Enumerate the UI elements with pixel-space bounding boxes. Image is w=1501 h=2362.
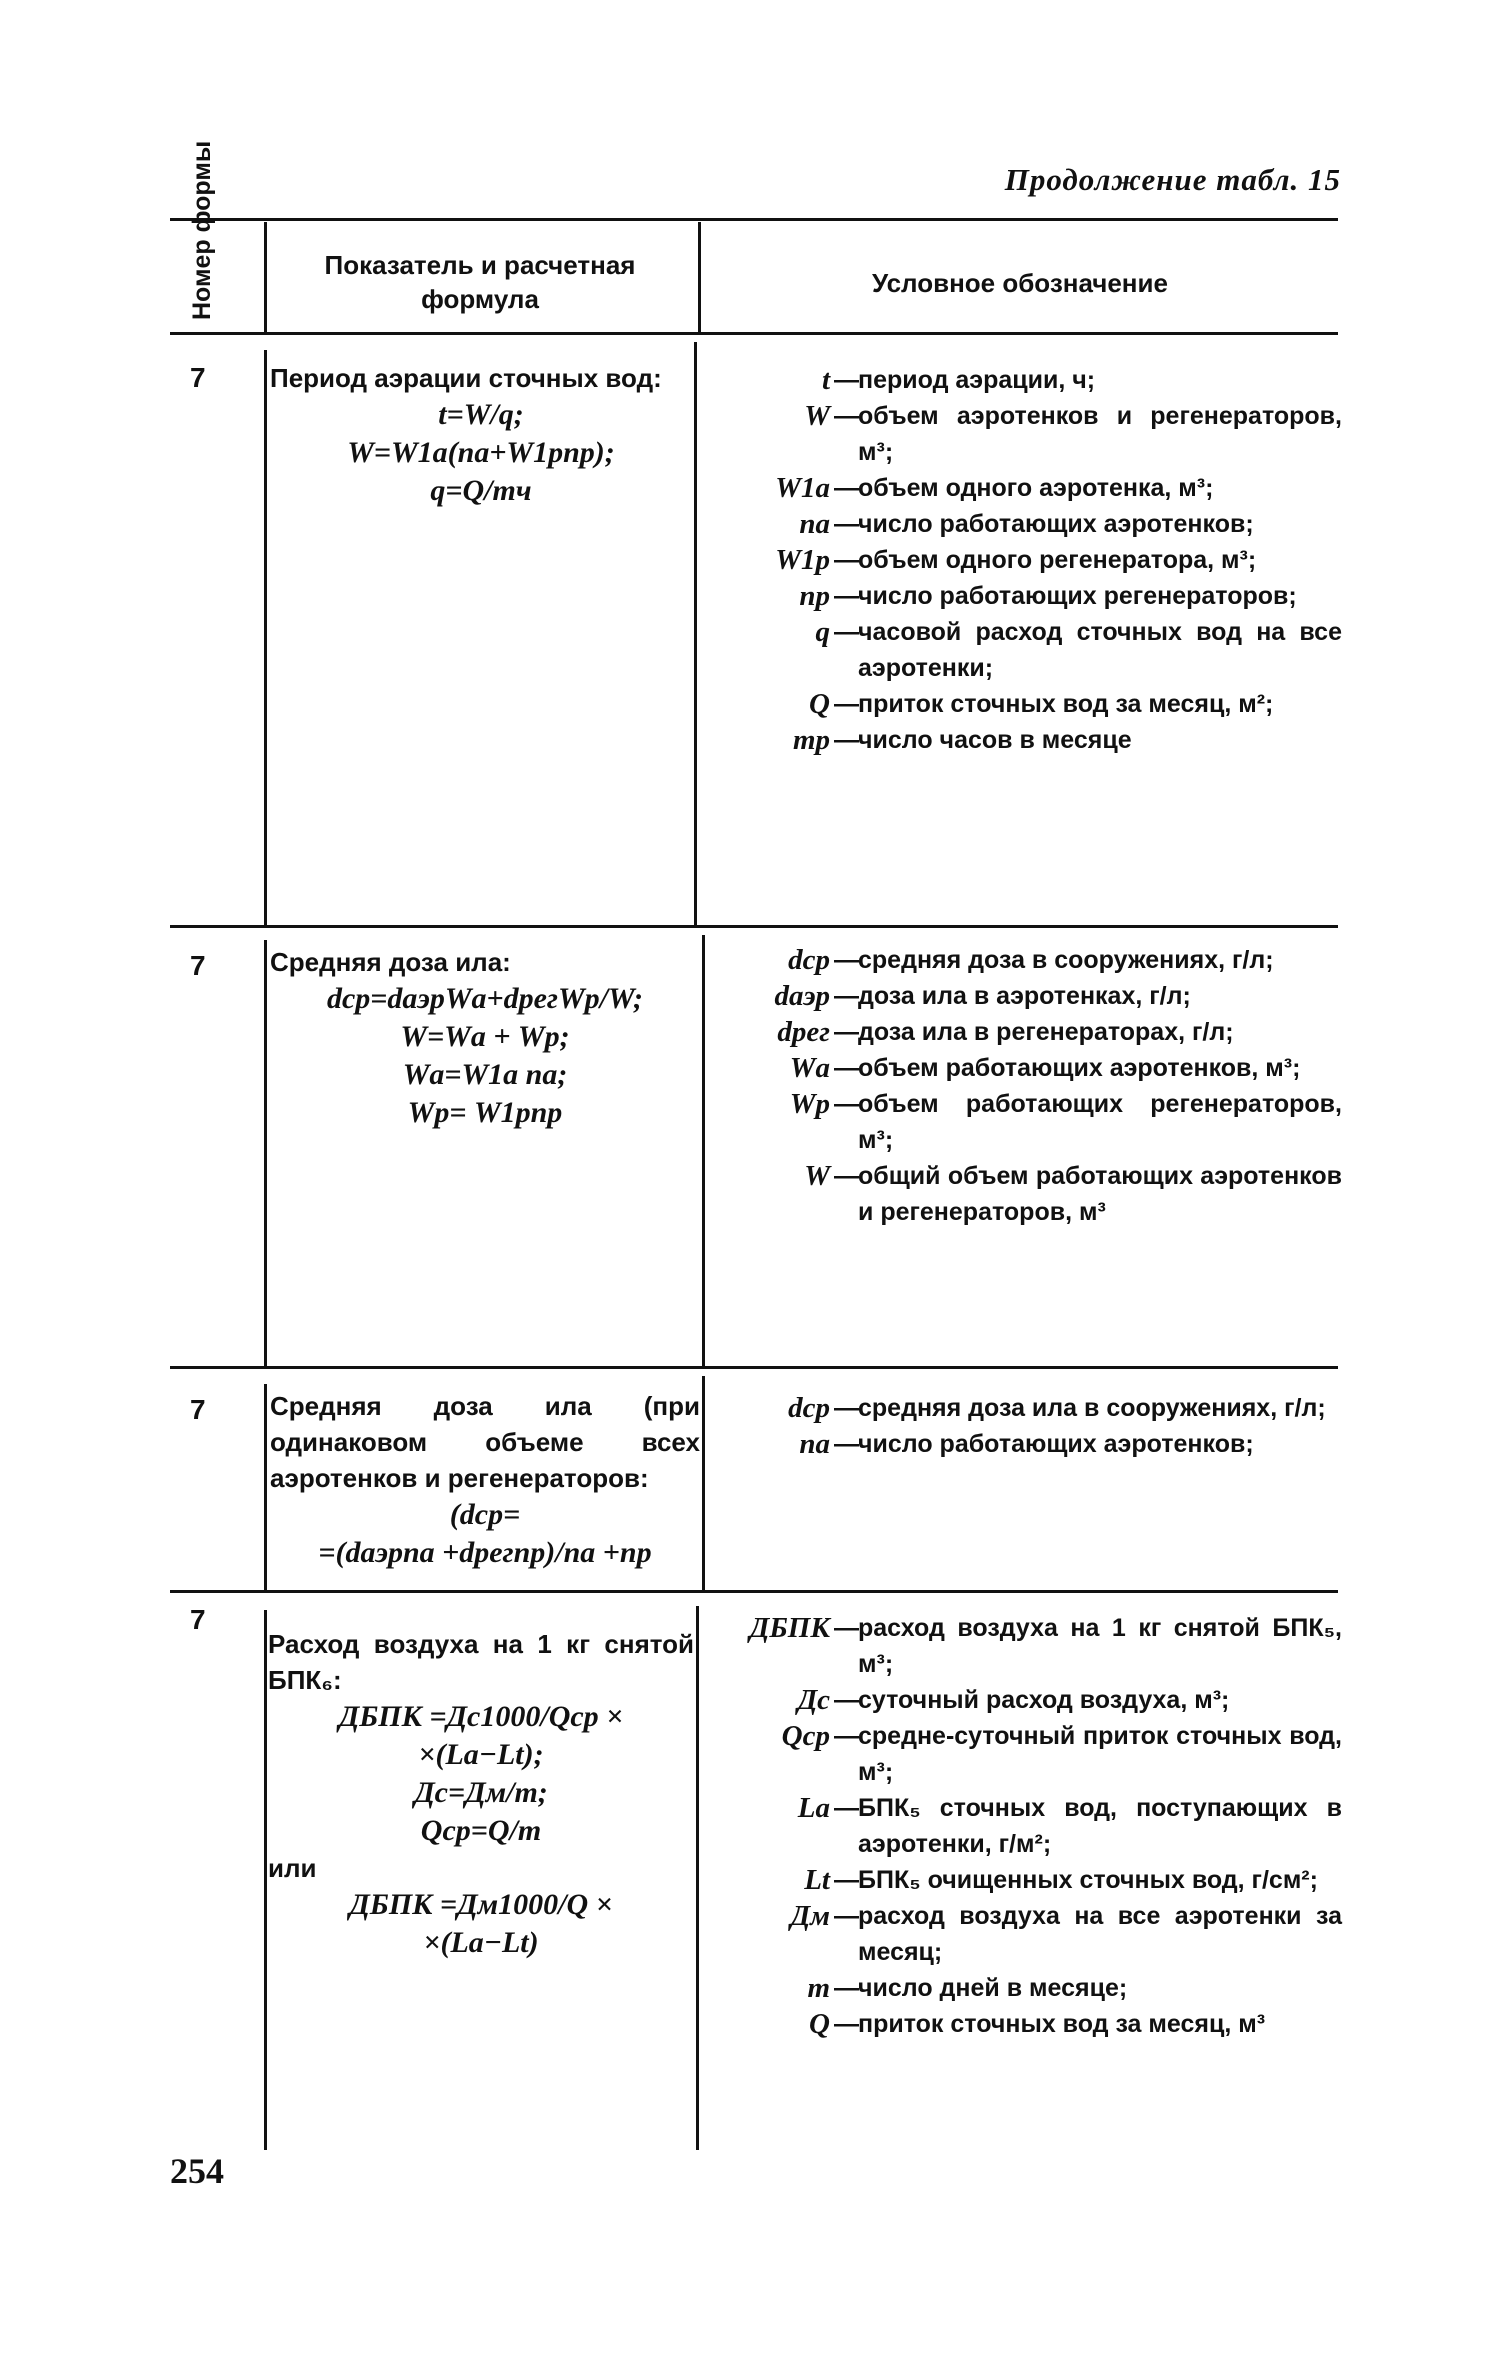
legend-symbol: Qср bbox=[781, 1720, 830, 1752]
legend-symbol: nа bbox=[799, 1428, 830, 1460]
legend-symbol: W bbox=[804, 400, 830, 432]
legend-description: часовой расход сточных вод на все аэротенки; bbox=[858, 618, 1342, 682]
legend-symbol: q bbox=[815, 616, 830, 648]
legend-dash: — bbox=[834, 982, 859, 1010]
legend-item bbox=[712, 506, 1342, 542]
row1-formula-1: t=W/q; bbox=[438, 398, 524, 431]
legend-dash: — bbox=[834, 1090, 859, 1118]
row3-form-number: 7 bbox=[190, 1394, 206, 1425]
row1-form-number: 7 bbox=[190, 362, 206, 393]
legend-item bbox=[712, 1086, 1342, 1158]
row2-formula-3: Wа=W1а nа; bbox=[402, 1058, 568, 1091]
row2-legend bbox=[712, 942, 1342, 1230]
row4-formula-2: ×(Lа−Lt); bbox=[418, 1738, 544, 1771]
legend-item bbox=[712, 362, 1342, 398]
legend-symbol: mр bbox=[792, 724, 830, 756]
legend-symbol: dаэр bbox=[774, 980, 830, 1012]
legend-description: расход воздуха на все аэротенки за месяц; bbox=[858, 1902, 1342, 1966]
row4-formula-5: ДБПК =Дм1000/Q × bbox=[349, 1888, 613, 1921]
legend-dash: — bbox=[834, 582, 859, 610]
legend-description: доза ила в регенераторах, г/л; bbox=[858, 1018, 1234, 1046]
legend-description: общий объем работающих аэротенков и регенераторов, м³ bbox=[858, 1162, 1342, 1226]
legend-dash: — bbox=[834, 1054, 859, 1082]
row3-mid-rule bbox=[702, 1376, 705, 1590]
legend-symbol: Lt bbox=[804, 1864, 830, 1896]
legend-dash: — bbox=[834, 510, 859, 538]
legend-description: объем работающих аэротенков, м³; bbox=[858, 1054, 1301, 1082]
legend-symbol: Lа bbox=[797, 1792, 830, 1824]
row2-left-rule bbox=[264, 940, 267, 1366]
row3-legend bbox=[712, 1390, 1342, 1462]
legend-symbol: nр bbox=[799, 580, 830, 612]
legend-dash: — bbox=[834, 1018, 859, 1046]
legend-description: доза ила в аэротенках, г/л; bbox=[858, 982, 1191, 1010]
row2-mid-rule bbox=[702, 935, 705, 1366]
legend-item bbox=[712, 942, 1342, 978]
row4-left-rule bbox=[264, 1610, 267, 2150]
legend-dash: — bbox=[834, 474, 859, 502]
legend-symbol: W1а bbox=[775, 472, 830, 504]
legend-description: расход воздуха на 1 кг снятой БПК₅, м³; bbox=[858, 1614, 1342, 1678]
legend-dash: — bbox=[834, 690, 859, 718]
legend-description: суточный расход воздуха, м³; bbox=[858, 1686, 1230, 1714]
legend-item bbox=[712, 1426, 1342, 1462]
legend-dash: — bbox=[834, 1162, 859, 1190]
legend-description: число работающих аэротенков; bbox=[858, 510, 1254, 538]
row4-mid-rule bbox=[696, 1606, 699, 2150]
legend-symbol: Wр bbox=[789, 1088, 830, 1120]
row4-formula-1: ДБПК =Дс1000/Qср × bbox=[338, 1700, 624, 1733]
legend-description: объем одного аэротенка, м³; bbox=[858, 474, 1214, 502]
row1-legend bbox=[712, 362, 1342, 758]
legend-dash: — bbox=[834, 618, 859, 646]
legend-symbol: dрег bbox=[777, 1016, 830, 1048]
legend-item bbox=[712, 542, 1342, 578]
legend-description: средняя доза в сооружениях, г/л; bbox=[858, 946, 1274, 974]
legend-description: БПК₅ очищенных сточных вод, г/см²; bbox=[858, 1866, 1318, 1894]
row2-form-number: 7 bbox=[190, 950, 206, 981]
legend-item bbox=[712, 1050, 1342, 1086]
row1-formula-3: q=Q/mч bbox=[430, 474, 532, 507]
row2-formula-1: dср=dаэрWа+dрегWр/W; bbox=[326, 982, 644, 1015]
legend-symbol: t bbox=[821, 364, 830, 396]
legend-description: приток сточных вод за месяц, м³ bbox=[858, 2010, 1266, 2038]
legend-item bbox=[712, 2006, 1342, 2042]
legend-symbol: W1р bbox=[775, 544, 830, 576]
header-bottom-rule bbox=[170, 332, 1338, 335]
legend-item bbox=[712, 1610, 1342, 1682]
legend-item bbox=[712, 1790, 1342, 1862]
legend-item bbox=[712, 1014, 1342, 1050]
legend-dash: — bbox=[834, 546, 859, 574]
legend-dash: — bbox=[834, 1394, 859, 1422]
legend-symbol: Q bbox=[809, 688, 830, 720]
legend-symbol: Дс bbox=[797, 1684, 830, 1716]
legend-description: число работающих аэротенков; bbox=[858, 1430, 1254, 1458]
legend-dash: — bbox=[834, 402, 859, 430]
legend-item bbox=[712, 578, 1342, 614]
legend-description: БПК₅ сточных вод, поступающих в аэротенки, г/м²; bbox=[858, 1794, 1342, 1858]
legend-dash: — bbox=[834, 946, 859, 974]
legend-dash: — bbox=[834, 726, 859, 754]
legend-item bbox=[712, 1682, 1342, 1718]
header-divider-2 bbox=[698, 222, 701, 332]
legend-dash: — bbox=[834, 366, 859, 394]
legend-symbol: nа bbox=[799, 508, 830, 540]
row2-formula-4: Wр= W1рnр bbox=[407, 1096, 563, 1129]
row1-formula-2: W=W1а(nа+W1рnр); bbox=[347, 436, 615, 469]
legend-item bbox=[712, 1718, 1342, 1790]
legend-dash: — bbox=[834, 1686, 859, 1714]
header-divider-1 bbox=[264, 222, 267, 332]
legend-description: число работающих регенераторов; bbox=[858, 582, 1297, 610]
page-number: 254 bbox=[170, 2151, 224, 2191]
header-top-rule bbox=[170, 218, 1338, 221]
legend-item bbox=[712, 614, 1342, 686]
header-notation: Условное обозначение bbox=[872, 268, 1168, 298]
legend-dash: — bbox=[834, 2010, 859, 2038]
row4-title: Расход воздуха на 1 кг снятой БПК₆: bbox=[268, 1629, 694, 1695]
legend-symbol: W bbox=[804, 1160, 830, 1192]
legend-item bbox=[712, 978, 1342, 1014]
legend-description: приток сточных вод за месяц, м²; bbox=[858, 690, 1274, 718]
legend-symbol: Wа bbox=[789, 1052, 830, 1084]
legend-description: средняя доза ила в сооружениях, г/л; bbox=[858, 1394, 1326, 1422]
legend-item bbox=[712, 398, 1342, 470]
row2-indicator bbox=[270, 944, 700, 1132]
legend-symbol: m bbox=[807, 1972, 830, 2004]
legend-dash: — bbox=[834, 1866, 859, 1894]
row3-formula-2: =(dаэрnа +dрегnр)/nа +nр bbox=[318, 1536, 652, 1569]
row1-title: Период аэрации сточных вод: bbox=[270, 363, 662, 393]
legend-symbol: Q bbox=[809, 2008, 830, 2040]
row4-formula-6: ×(Lа−Lt) bbox=[423, 1926, 539, 1959]
row4-formula-4: Qср=Q/m bbox=[420, 1814, 542, 1847]
legend-description: объем работающих регенераторов, м³; bbox=[858, 1090, 1342, 1154]
table-caption: Продолжение табл. 15 bbox=[1004, 162, 1341, 197]
legend-description: период аэрации, ч; bbox=[858, 366, 1096, 394]
legend-symbol: dср bbox=[788, 944, 830, 976]
row3-formula-1: (dср= bbox=[449, 1498, 521, 1531]
row1-mid-rule bbox=[694, 342, 697, 925]
legend-item bbox=[712, 1158, 1342, 1230]
legend-symbol: Дм bbox=[790, 1900, 830, 1932]
legend-item bbox=[712, 686, 1342, 722]
legend-item bbox=[712, 1970, 1342, 2006]
row4-indicator bbox=[268, 1626, 694, 1962]
legend-description: объем одного регенератора, м³; bbox=[858, 546, 1257, 574]
row2-formula-2: W=Wа + Wр; bbox=[400, 1020, 570, 1053]
legend-dash: — bbox=[834, 1430, 859, 1458]
row2-title: Средняя доза ила: bbox=[270, 947, 511, 977]
legend-dash: — bbox=[834, 1794, 859, 1822]
row2-bottom-rule bbox=[170, 1366, 1338, 1369]
legend-item bbox=[712, 1390, 1342, 1426]
legend-dash: — bbox=[834, 1902, 859, 1930]
legend-item bbox=[712, 1898, 1342, 1970]
row1-bottom-rule bbox=[170, 925, 1338, 928]
row4-form-number: 7 bbox=[190, 1604, 206, 1635]
legend-dash: — bbox=[834, 1614, 859, 1642]
row4-legend bbox=[712, 1610, 1342, 2042]
legend-symbol: dср bbox=[788, 1392, 830, 1424]
legend-description: число дней в месяце; bbox=[858, 1974, 1128, 2002]
legend-description: объем аэротенков и регенераторов, м³; bbox=[858, 402, 1342, 466]
legend-dash: — bbox=[834, 1974, 859, 2002]
legend-description: средне-суточный приток сточных вод, м³; bbox=[858, 1722, 1342, 1786]
header-form-number: Номер формы bbox=[188, 140, 216, 320]
row3-bottom-rule bbox=[170, 1590, 1338, 1593]
row1-left-rule bbox=[264, 350, 267, 925]
legend-symbol: ДБПК bbox=[749, 1612, 830, 1644]
legend-item bbox=[712, 470, 1342, 506]
legend-item bbox=[712, 1862, 1342, 1898]
row4-or-label: или bbox=[268, 1853, 317, 1883]
legend-item bbox=[712, 722, 1342, 758]
row3-indicator bbox=[270, 1388, 700, 1572]
row3-title: Средняя доза ила (при одинаковом объеме всех аэротенков и регенераторов: bbox=[270, 1391, 700, 1493]
legend-dash: — bbox=[834, 1722, 859, 1750]
row3-left-rule bbox=[264, 1384, 267, 1590]
header-indicator: Показатель и расчетная формула bbox=[324, 250, 636, 314]
legend-description: число часов в месяце bbox=[858, 726, 1132, 754]
row1-indicator bbox=[270, 360, 692, 510]
row4-formula-3: Дс=Дм/m; bbox=[414, 1776, 548, 1809]
